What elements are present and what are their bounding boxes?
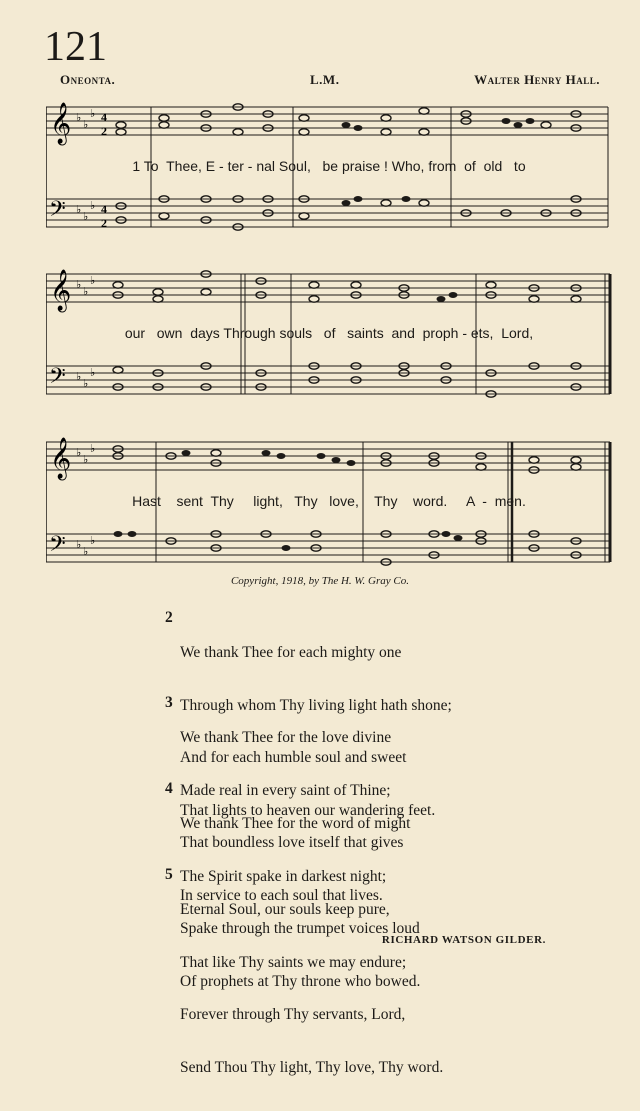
copyright-notice: Copyright, 1918, by The H. W. Gray Co. — [230, 575, 410, 587]
svg-text:♭: ♭ — [90, 535, 96, 547]
music-system-2 — [46, 262, 612, 407]
svg-text:♭: ♭ — [76, 204, 82, 216]
page-number: 121 — [44, 24, 107, 70]
svg-text:♭: ♭ — [90, 443, 96, 455]
svg-text:2: 2 — [101, 124, 107, 138]
svg-text:♭: ♭ — [76, 371, 82, 383]
svg-text:♭: ♭ — [83, 378, 89, 390]
stanza-line: We thank Thee for the love divine — [180, 729, 392, 746]
stanza-number: 2 — [165, 609, 173, 626]
svg-text:2: 2 — [101, 216, 107, 230]
svg-text:𝄞: 𝄞 — [50, 270, 72, 311]
meter: L.M. — [310, 72, 340, 87]
stanza-line: In service to each soul that lives. — [180, 886, 383, 904]
svg-text:♭: ♭ — [90, 367, 96, 379]
author-name: RICHARD WATSON GILDER. — [381, 934, 546, 946]
svg-text:𝄢: 𝄢 — [49, 197, 66, 227]
svg-text:♭: ♭ — [76, 112, 82, 124]
lyrics-line-3: Hast sent Thy light, Thy love, Thy word. A - men. — [132, 493, 526, 509]
svg-text:♭: ♭ — [83, 286, 89, 298]
svg-text:𝄢: 𝄢 — [49, 532, 66, 562]
stanza-line: Through whom Thy living light hath shone; — [180, 696, 452, 714]
tune-name: Oneonta. — [60, 72, 116, 87]
svg-text:♭: ♭ — [83, 454, 89, 466]
svg-text:♭: ♭ — [83, 119, 89, 131]
stanza-line: Of prophets at Thy throne who bowed. — [180, 972, 421, 990]
composer: Walter Henry Hall. — [474, 72, 600, 87]
stanza-line: The Spirit spake in darkest night; — [180, 867, 387, 885]
svg-text:♭: ♭ — [76, 279, 82, 291]
svg-text:♭: ♭ — [76, 539, 82, 551]
music-system-3 — [46, 430, 612, 575]
stanza-line: That like Thy saints we may endure; — [180, 953, 407, 971]
stanza-line: Eternal Soul, our souls keep pure, — [180, 901, 390, 918]
svg-text:♭: ♭ — [76, 447, 82, 459]
svg-text:4: 4 — [101, 110, 107, 124]
stanza-line: We thank Thee for each mighty one — [180, 644, 402, 661]
svg-text:𝄢: 𝄢 — [49, 364, 66, 394]
stanza-line: Forever through Thy servants, Lord, — [180, 1006, 406, 1023]
stanza-line: Spake through the trumpet voices loud — [180, 920, 420, 937]
stanza-number: 5 — [165, 866, 173, 883]
stanza-number: 3 — [165, 694, 173, 711]
stanza-line: Made real in every saint of Thine; — [180, 781, 391, 799]
svg-text:𝄞: 𝄞 — [50, 103, 72, 144]
svg-text:♭: ♭ — [83, 546, 89, 558]
svg-text:♭: ♭ — [83, 211, 89, 223]
svg-text:♭: ♭ — [90, 108, 96, 120]
music-system-1 — [46, 95, 612, 240]
lyrics-line-1: 1 To Thee, E - ter - nal Soul, be praise ! Who, from of old to — [132, 158, 526, 174]
stanza-number: 4 — [165, 780, 173, 797]
stanza-line: That lights to heaven our wandering feet. — [180, 801, 436, 819]
svg-text:♭: ♭ — [90, 275, 96, 287]
stanza-line: And for each humble soul and sweet — [180, 749, 407, 766]
svg-text:♭: ♭ — [90, 200, 96, 212]
stanza-line: That boundless love itself that gives — [180, 834, 404, 851]
stanza-line: We thank Thee for the word of might — [180, 815, 411, 832]
stanza-line: Send Thou Thy light, Thy love, Thy word. — [180, 1058, 444, 1076]
lyrics-line-2: our own days Through souls of saints and proph - ets, Lord, — [124, 325, 534, 341]
svg-text:𝄞: 𝄞 — [50, 438, 72, 479]
svg-text:4: 4 — [101, 202, 107, 216]
